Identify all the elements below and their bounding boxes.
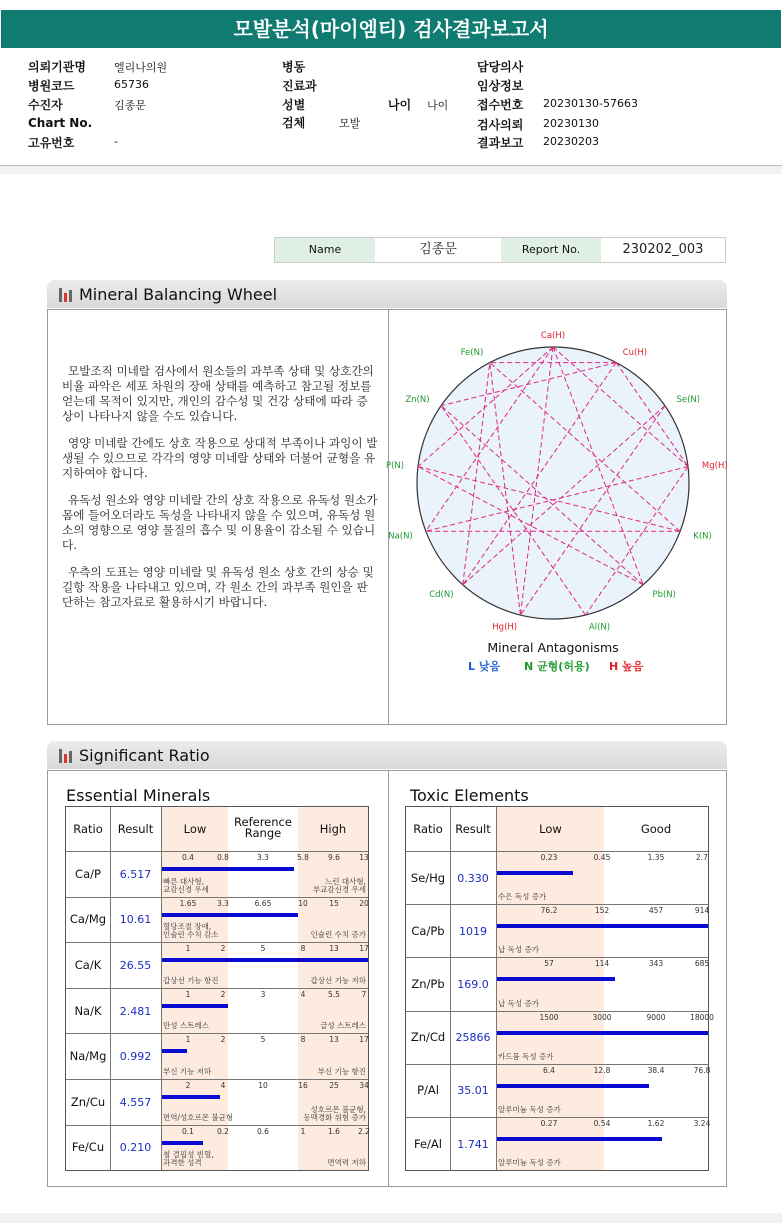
result-value: 20230203 [543,135,599,148]
table-row [406,1117,711,1170]
tick-label: 1.6 [328,1126,340,1136]
table-row [66,1125,368,1171]
ratio-result: 0.330 [457,871,489,885]
ratio-result: 0.992 [119,1050,152,1064]
note-low: 면역/성호르몬 불균형 [163,1112,234,1122]
tick-label: 5 [260,944,266,954]
tick-label: 2 [220,989,226,999]
ratio-name: Zn/Cu [70,1094,106,1109]
table-row [66,851,368,897]
ratio-name: Zn/Pb [411,976,445,991]
table-row [66,942,368,988]
tick-label: 9.6 [328,853,340,862]
tick-label: 7 [361,989,367,999]
legend-low: L 낮음 [468,660,501,673]
name-box [274,237,726,263]
tick-label: 2.2 [358,1126,370,1136]
header-low: Low [539,822,562,836]
element-label: Al(N) [588,622,611,633]
ratio-name: Se/Hg [410,870,446,885]
hospital-value: 엘리나의원 [114,61,168,74]
mbw-paragraph: 유독성 원소와 영양 미네랄 간의 상호 작용으로 유독성 원소가 몸에 들어오더라도 독성을 나타내지 않을 수 있으며, 유독성 원소의 영향으로 영양 물질의 흡수 및 이용율이 감소될 수 있습니다. [62,493,378,552]
tick-label: 13 [329,1035,339,1045]
element-label: Mg(H) [701,461,728,472]
note-high: 면역력 저하 [327,1158,366,1168]
divider [0,166,782,174]
tick-label: 1.62 [647,1119,665,1128]
table-row [66,897,368,943]
ratio-bar [497,1137,662,1141]
note-low: 만성 스트레스 [163,1021,209,1031]
table-row [406,957,708,1010]
tick-label: 114 [594,959,610,969]
tick-label: 0.23 [540,853,558,862]
tick-label: 0.2 [217,1126,229,1136]
specimen-label: 검체 [282,116,306,130]
tick-label: 3.24 [693,1119,711,1128]
tick-label: 20 [359,898,369,908]
tick-label: 1 [185,989,191,999]
ratio-result: 169.0 [457,977,489,991]
ratio-name: Ca/P [75,866,101,881]
ratio-bar [162,1095,220,1099]
tick-label: 914 [694,906,710,916]
element-label: Ca(H) [540,331,566,341]
toxic-title: Toxic Elements [410,786,529,805]
tick-label: 1 [300,1126,306,1136]
ratio-bar [162,1004,228,1008]
tick-label: 1500 [539,1012,559,1022]
element-label: Se(N) [676,394,701,405]
element-label: Cu(H) [622,347,648,358]
element-label: P(N) [385,461,405,472]
tick-label: 3 [260,989,266,999]
tick-label: 2 [220,1035,226,1045]
tick-label: 0.1 [182,1126,194,1136]
element-label: Zn(N) [405,394,430,405]
ratio-name: P/Al [417,1083,439,1098]
tick-label: 0.8 [217,853,229,862]
element-label: Hg(H) [492,622,518,633]
age-label: 나이 [388,98,412,112]
code-value: 65736 [114,78,149,91]
tick-label: 15 [329,898,339,908]
ratio-bar [497,1084,649,1088]
header-high: High [319,822,347,836]
note-high: 성호르몬 불균형, 동맥경화 위험 증가 [303,1104,366,1122]
tick-label: 17 [359,1035,369,1045]
ratio-result: 1.741 [457,1137,489,1151]
tick-label: 16 [298,1081,308,1090]
ratio-header [47,741,727,769]
name-value: 김종문 [419,242,457,257]
table-row [66,988,368,1034]
clinical-label: 임상정보 [477,79,524,93]
header-ref: Reference Range [234,815,292,840]
table-row [406,851,708,904]
tick-label: 6.4 [543,1065,555,1075]
tick-label: 2 [185,1081,191,1090]
mbw-description [62,364,378,622]
tick-label: 8 [300,1035,306,1045]
patient-info [0,52,782,166]
report-title: 모발분석(마이엠티) 검사결과보고서 [1,10,781,48]
ratio-name: Fe/Cu [71,1140,105,1155]
tick-label: 0.27 [540,1119,558,1128]
ratio-result: 6.517 [119,867,152,881]
tick-label: 4 [220,1081,226,1090]
tick-label: 57 [544,959,554,969]
note-high: 인슐린 수치 증가 [310,930,366,940]
header-ratio: Ratio [73,822,103,836]
mineral-wheel [385,330,728,660]
tick-label: 10 [258,1081,268,1090]
tick-label: 4 [300,989,306,999]
table-row [66,1079,368,1125]
element-label: Cd(N) [429,589,454,600]
uid-value: - [114,135,118,148]
tick-label: 0.54 [593,1119,611,1128]
receipt-label: 접수번호 [477,98,524,112]
ratio-title: Significant Ratio [79,746,210,765]
report-no-value: 230202_003 [622,242,704,257]
mbw-paragraph: 우측의 도표는 영양 미네랄 및 유독성 원소 상호 간의 상승 및 길항 작용을 나타내고 있으며, 각 원소 간의 과부족 원인을 판단하는 참고자료로 활용하시기 바랍니다. [62,565,374,609]
tick-label: 17 [359,944,369,954]
tick-label: 685 [694,959,710,969]
element-label: Fe(N) [460,347,484,358]
tick-label: 1.35 [647,853,665,862]
legend-high: H 높음 [609,660,644,673]
ratio-name: Ca/Mg [69,912,107,927]
ward-label: 병동 [282,60,306,74]
ratio-bar [162,867,294,871]
tick-label: 5.8 [297,853,309,862]
tick-label: 13 [359,853,369,862]
ratio-bar [162,1049,187,1053]
ratio-result: 26.55 [119,958,152,972]
bar-chart-icon [59,288,73,302]
header-low: Low [183,822,207,836]
note-low: 납 독성 증가 [498,998,539,1008]
tick-label: 76.8 [693,1065,711,1075]
tick-label: 10 [298,898,308,908]
request-value: 20230130 [543,117,599,130]
mbw-paragraph: 모발조직 미네랄 검사에서 원소들의 과부족 상태 및 상호간의 비율 파악은 세포 차원의 장애 상태를 예측하고 참고될 정보를 얻는데 목적이 있지만, 개인의 감수성 및 건강 상태에 따라 증상이 나타나지 않을 수도 있습니다. [62,364,374,423]
essential-title: Essential Minerals [66,786,211,805]
patient-value: 김종문 [114,99,146,112]
age-value: 나이 [427,99,449,112]
wheel-circle [417,347,689,619]
footer-gap [0,1213,782,1223]
request-label: 검사의뢰 [477,118,524,132]
bar-chart-icon [59,749,73,763]
tick-label: 457 [648,906,664,916]
table-row [406,904,708,957]
note-low: 수은 독성 증가 [498,892,547,902]
header-result: Result [117,822,154,836]
header-ratio: Ratio [413,822,443,836]
note-low: 부신 기능 저하 [163,1066,212,1076]
tick-label: 34 [359,1081,369,1090]
tick-label: 76.2 [540,906,558,916]
tick-label: 1 [185,1035,191,1045]
hospital-label: 의뢰기관명 [28,60,86,74]
tick-label: 38.4 [647,1065,665,1075]
ratio-bar [497,1031,708,1035]
legend-normal: N 균형(허용) [524,660,590,673]
note-low: 혈당조절 장애, 인슐린 수치 감소 [163,922,219,940]
tick-label: 152 [594,906,610,916]
table-row [66,1033,368,1079]
chart-label: Chart No. [28,116,93,130]
tick-label: 2 [220,944,226,954]
note-low: 철 결핍성 빈혈, 과격한 성격 [163,1150,214,1168]
tick-label: 3.3 [217,898,229,908]
ratio-result: 25866 [455,1031,491,1045]
specimen-value: 모발 [339,117,361,130]
note-low: 빠른 대사형, 교감신경 우세 [163,876,209,894]
ratio-name: Zn/Cd [410,1030,446,1045]
ratio-bar [497,924,708,928]
tick-label: 25 [329,1081,339,1090]
tick-label: 0.4 [182,853,194,862]
tick-label: 0.45 [593,853,611,862]
note-low: 알루미늄 독성 증가 [498,1104,561,1114]
tick-label: 3000 [592,1012,612,1022]
tick-label: 13 [329,944,339,954]
ratio-result: 0.210 [119,1141,152,1155]
table-row [406,1011,714,1064]
uid-label: 고유번호 [28,136,75,150]
header-result: Result [455,822,491,836]
element-label: K(N) [693,531,712,542]
report-no-label: Report No. [501,238,601,262]
tick-label: 2.7 [696,853,708,862]
note-high: 급성 스트레스 [320,1021,366,1031]
note-low: 카드뮴 독성 증가 [498,1051,554,1061]
tick-label: 1.65 [179,898,197,908]
receipt-value: 20230130-57663 [543,97,638,110]
mbw-paragraph: 영양 미네랄 간에도 상호 작용으로 상대적 부족이나 과잉이 발생될 수 있으므로 각각의 영양 미네랄 상태와 더불어 균형을 유지하여야 합니다. [62,436,378,480]
tick-label: 0.6 [257,1126,269,1136]
sex-label: 성별 [282,98,306,112]
ratio-name: Fe/Al [414,1136,442,1151]
tick-label: 6.65 [254,898,272,908]
header-good: Good [640,822,672,836]
ratio-name: Na/Mg [69,1049,107,1064]
ratio-bar [162,1141,203,1145]
mbw-header [47,280,727,308]
code-label: 병원코드 [28,79,75,93]
mbw-title: Mineral Balancing Wheel [79,285,278,304]
tick-label: 5 [260,1035,266,1045]
ratio-bar [162,913,298,917]
doctor-label: 담당의사 [477,60,524,74]
note-high: 갑상선 기능 저하 [310,975,366,985]
ratio-result: 10.61 [119,913,152,927]
toxic-table [405,806,714,1171]
tick-label: 18000 [690,1012,714,1022]
ratio-result: 1019 [459,924,487,938]
note-low: 갑상선 기능 항진 [163,975,219,985]
name-label: Name [275,238,375,262]
ratio-name: Na/K [74,1003,102,1018]
dept-label: 진료과 [282,79,317,93]
tick-label: 12.8 [593,1065,611,1075]
ratio-result: 2.481 [119,1004,152,1018]
wheel-caption: Mineral Antagonisms [487,640,619,655]
essential-table [65,806,369,1171]
tick-label: 8 [300,944,306,954]
ratio-name: Ca/Pb [411,923,445,938]
element-label: Pb(N) [652,589,676,600]
tick-label: 343 [648,959,664,969]
table-row [406,1064,711,1117]
ratio-bar [497,871,573,875]
tick-label: 5.5 [328,989,340,999]
ratio-result: 35.01 [457,1084,489,1098]
result-label: 결과보고 [477,136,524,150]
ratio-name: Ca/K [74,957,102,972]
note-low: 알루미늄 독성 증가 [498,1158,561,1168]
tick-label: 9000 [646,1012,666,1022]
note-high: 부신 기능 항진 [317,1066,366,1076]
note-high: 느린 대사형, 부교감신경 우세 [312,876,366,894]
ratio-result: 4.557 [119,1095,152,1109]
tick-label: 3.3 [257,853,269,862]
ratio-bar [162,958,368,962]
patient-label: 수진자 [28,98,63,112]
element-label: Na(N) [388,531,413,542]
tick-label: 1 [185,944,191,954]
note-low: 납 독성 증가 [498,945,539,955]
ratio-bar [497,977,615,981]
